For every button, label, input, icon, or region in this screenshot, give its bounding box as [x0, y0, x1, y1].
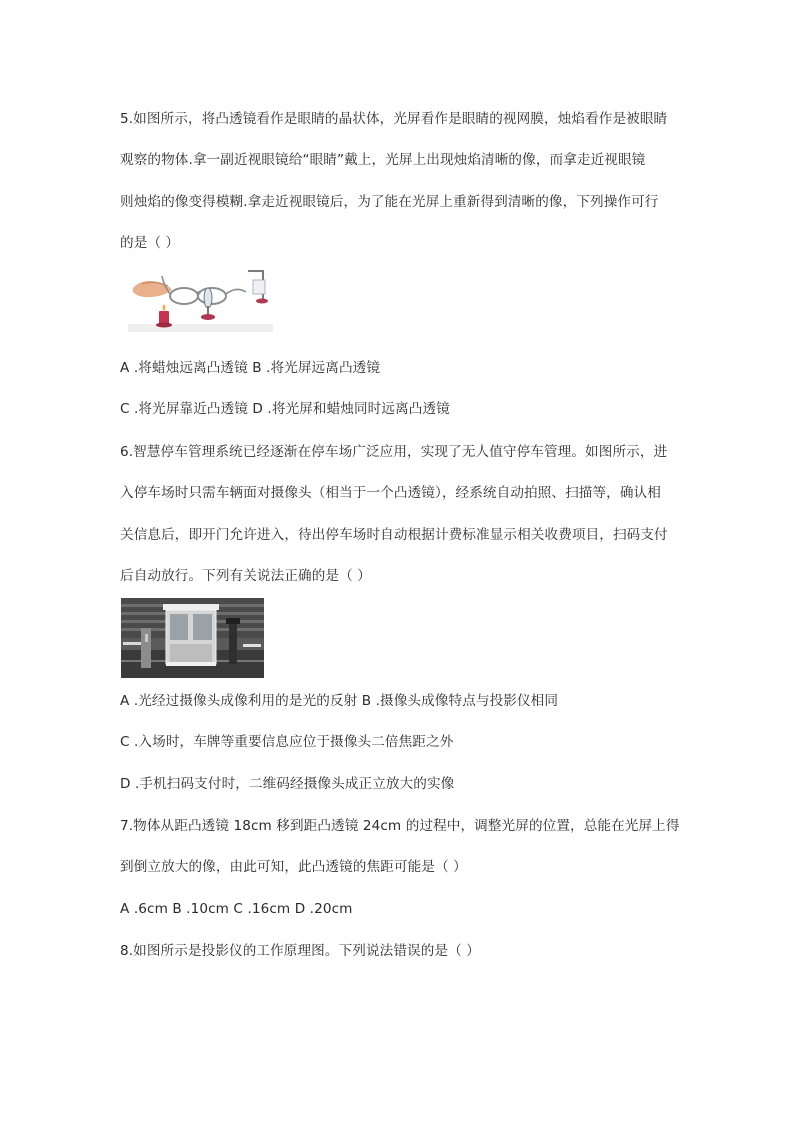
- q5-options-cd: C .将光屏靠近凸透镜 D .将光屏和蜡烛同时远离凸透镜: [120, 401, 450, 417]
- q6-option-c: C .入场时，车牌等重要信息应位于摄像头二倍焦距之外: [120, 734, 454, 750]
- q5-stem-line-2: 观察的物体.拿一副近视眼镜给“眼睛”戴上，光屏上出现烛焰清晰的像，而拿走近视眼镜: [120, 152, 646, 168]
- q6-stem-line-1: 6.智慧停车管理系统已经逐渐在停车场广泛应用，实现了无人值守停车管理。如图所示，进: [120, 444, 668, 460]
- q5-stem-line-1: 5.如图所示，将凸透镜看作是眼睛的晶状体，光屏看作是眼睛的视网膜，烛焰看作是被眼睛: [120, 111, 668, 127]
- q5-stem-line-3: 则烛焰的像变得模糊.拿走近视眼镜后，为了能在光屏上重新得到清晰的像，下列操作可行: [120, 194, 659, 210]
- q6-stem-line-2: 入停车场时只需车辆面对摄像头（相当于一个凸透镜），经系统自动拍照、扫描等，确认相: [120, 485, 661, 501]
- q5-eye-model-figure: [128, 266, 273, 332]
- q8-stem-line-1: 8.如图所示是投影仪的工作原理图。下列说法错误的是（ ）: [120, 943, 480, 959]
- q7-stem-line-2: 到倒立放大的像，由此可知，此凸透镜的焦距可能是（ ）: [120, 859, 467, 875]
- q7-stem-line-1: 7.物体从距凸透镜 18cm 移到距凸透镜 24cm 的过程中，调整光屏的位置，总能在光屏上得: [120, 818, 680, 834]
- q6-option-d: D .手机扫码支付时，二维码经摄像头成正立放大的实像: [120, 776, 455, 792]
- q6-options-ab: A .光经过摄像头成像利用的是光的反射 B .摄像头成像特点与投影仪相同: [120, 693, 559, 709]
- q5-stem-line-4: 的是（ ）: [120, 235, 180, 251]
- q5-options-ab: A .将蜡烛远离凸透镜 B .将光屏远离凸透镜: [120, 360, 381, 376]
- q6-stem-line-3: 关信息后，即开门允许进入，待出停车场时自动根据计费标准显示相关收费项目，扫码支付: [120, 527, 668, 543]
- q6-parking-booth-photo: [121, 598, 264, 678]
- q6-stem-line-4: 后自动放行。下列有关说法正确的是（ ）: [120, 568, 371, 584]
- q7-options: A .6cm B .10cm C .16cm D .20cm: [120, 901, 353, 917]
